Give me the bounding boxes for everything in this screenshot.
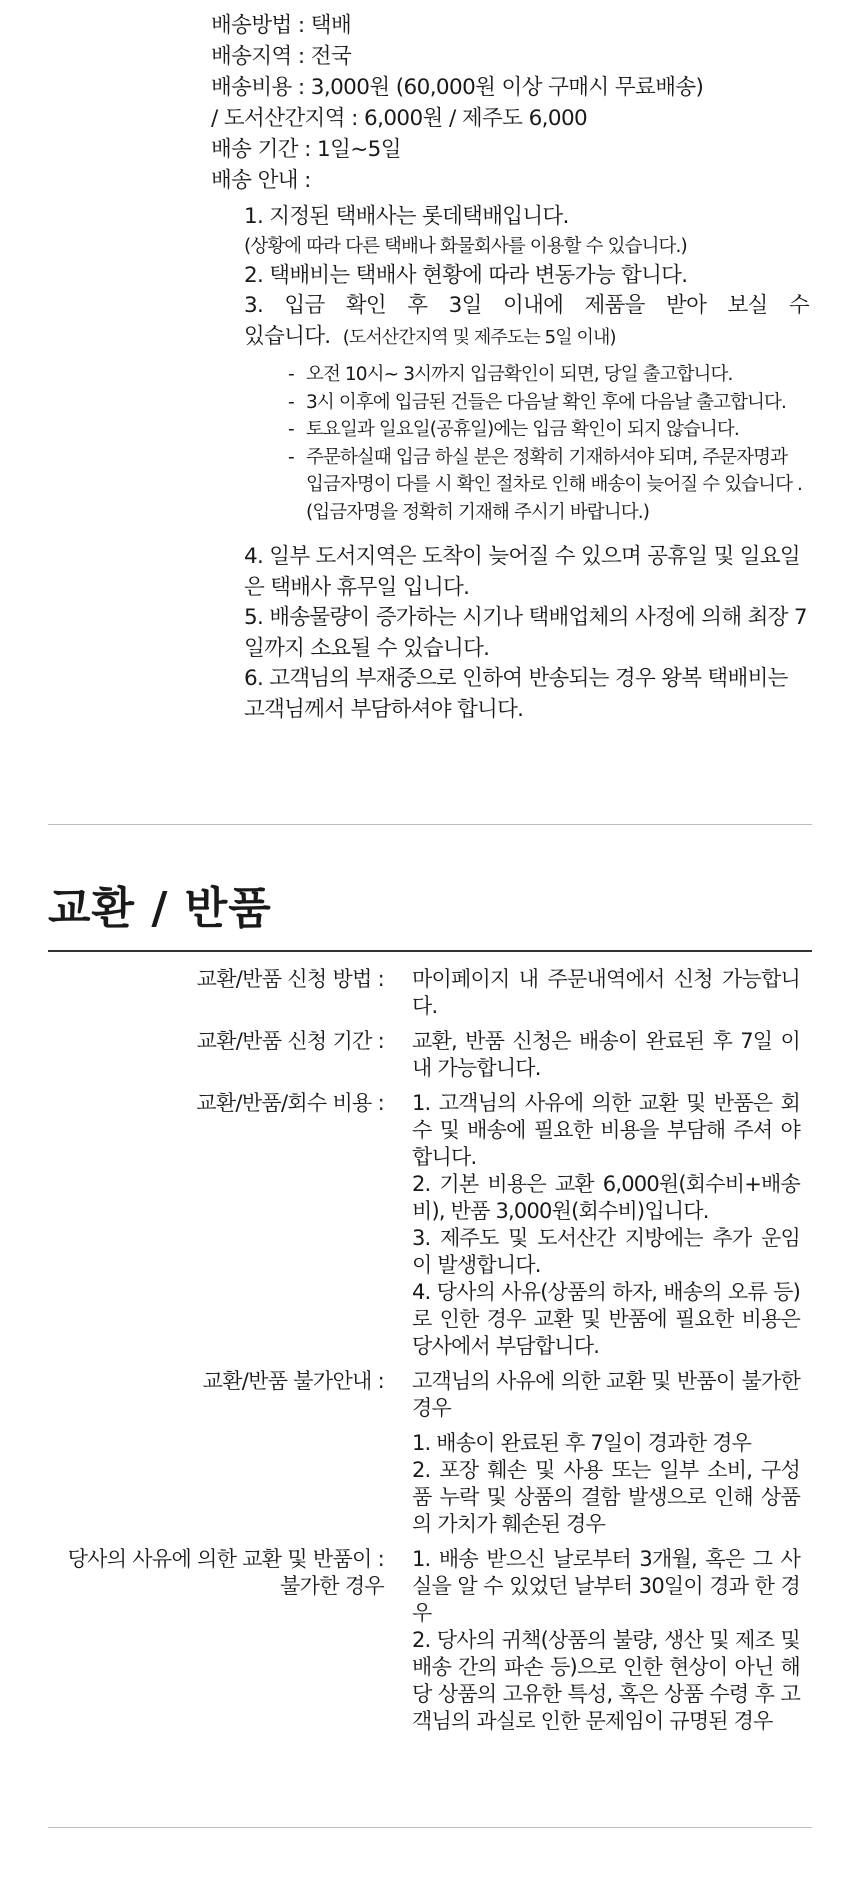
guide-item-6: 6. 고객님의 부재중으로 인하여 반송되는 경우 왕복 택배비는 고객님께서 부담하셔야 합니다. — [244, 666, 788, 722]
guide-sub-list — [288, 361, 809, 526]
bottom-divider — [48, 1827, 812, 1828]
guide-item-1: 1. 지정된 택배사는 롯데택배입니다. — [244, 204, 569, 229]
list-item: - 3시 이후에 입금된 건들은 다음날 확인 후에 다음날 출고합니다. — [288, 391, 786, 413]
section-divider — [48, 824, 812, 825]
row-label: 교환/반품 신청 방법 : — [196, 967, 384, 991]
shipping-method: 배송방법 : 택배 — [211, 13, 352, 38]
row-label: 교환/반품 불가안내 : — [202, 1369, 384, 1393]
table-row — [48, 1028, 812, 1082]
row-value: 고객님의 사유에 의한 교환 및 반품이 불가한 경우 1. 배송이 완료된 후 7일이 경과한 경우 2. 포장 훼손 및 사용 또는 일부 소비, 구성 품 누락 및 상품의 결함 발생으로 인해 상품의 가치가 훼손된 경우 — [412, 1369, 800, 1536]
guide-item-2: 2. 택배비는 택배사 현황에 따라 변동가능 합니다. — [244, 262, 688, 288]
list-item: - 토요일과 일요일(공휴일)에는 입금 확인이 되지 않습니다. — [288, 419, 739, 440]
guide-item-3-line1: 3. 입금 확인 후 3일 이내에 제품을 받아 보실 수 — [244, 293, 809, 318]
table-row — [48, 1090, 812, 1360]
row-value: 교환, 반품 신청은 배송이 완료된 후 7일 이내 가능합니다. — [412, 1029, 800, 1080]
table-row — [48, 966, 812, 1020]
guide-item-3-text: 있습니다. — [244, 323, 331, 349]
shipping-region: 배송지역 : 전국 — [211, 44, 352, 69]
guide-item-3-line2 — [244, 322, 809, 354]
guide-item-3-note: (도서산간지역 및 제주도는 5일 이내) — [342, 326, 616, 348]
row-value: 1. 배송 받으신 날로부터 3개월, 혹은 그 사실을 알 수 있었던 날부터 30일이 경과 한 경우 2. 당사의 귀책(상품의 불량, 생산 및 제조 및 배송 간의 파손 등)으로 인한 현상이 아닌 해당 상품의 고유한 특성, 혹은 상품 수령 후 고객님의 과실로 인한 문제임이 규명된 경우 — [412, 1547, 800, 1733]
table-row — [48, 1368, 812, 1538]
shipping-guide-label: 배송 안내 : — [211, 168, 311, 193]
table-row — [48, 1546, 812, 1735]
guide-item-4: 4. 일부 도서지역은 도착이 늦어질 수 있으며 공휴일 및 일요일은 택배사 휴무일 입니다. — [244, 544, 800, 600]
row-value: 마이페이지 내 주문내역에서 신청 가능합니다. — [412, 967, 800, 1018]
row-label: 당사의 사유에 의한 교환 및 반품이 : 불가한 경우 — [67, 1547, 384, 1598]
shipping-guide — [244, 202, 809, 725]
heading-underline — [48, 950, 812, 952]
exchange-table — [48, 966, 812, 1743]
shipping-cost: 배송비용 : 3,000원 (60,000원 이상 구매시 무료배송) — [211, 75, 704, 100]
shipping-remote-cost: / 도서산간지역 : 6,000원 / 제주도 6,000 — [211, 106, 588, 131]
guide-item-5: 5. 배송물량이 증가하는 시기나 택배업체의 사정에 의해 최장 7일까지 소요될 수 있습니다. — [244, 605, 807, 661]
row-label: 교환/반품 신청 기간 : — [196, 1029, 384, 1053]
shipping-period: 배송 기간 : 1일~5일 — [211, 137, 401, 162]
row-value: 1. 고객님의 사유에 의한 교환 및 반품은 회수 및 배송에 필요한 비용을 부담해 주셔 야 합니다. 2. 기본 비용은 교환 6,000원(회수비+배송비), 반품 3,000원(회수비)입니다. 3. 제주도 및 도서산간 지방에는 추가 운임 이 발생합니다. 4. 당사의 사유(상품의 하자, 배송의 오류 등)로 인한 경우 교환 및 반품에 필요한 비용은 당사에서 부담합니다. — [412, 1091, 800, 1358]
row-label: 교환/반품/회수 비용 : — [196, 1091, 384, 1115]
list-item: - 주문하실때 입금 하실 분은 정확히 기재하셔야 되며, 주문자명과 입금자명이 다를 시 확인 절차로 인해 배송이 늦어질 수 있습니다 .(입금자명을 정확히 기재해 주시기 바랍니다.) — [288, 446, 803, 523]
shipping-info — [211, 10, 811, 725]
list-item: - 오전 10시~ 3시까지 입금확인이 되면, 당일 출고합니다. — [288, 364, 733, 385]
guide-note-1: (상황에 따라 다른 택배나 화물회사를 이용할 수 있습니다.) — [244, 235, 687, 257]
exchange-heading: 교환 / 반품 — [48, 883, 272, 934]
